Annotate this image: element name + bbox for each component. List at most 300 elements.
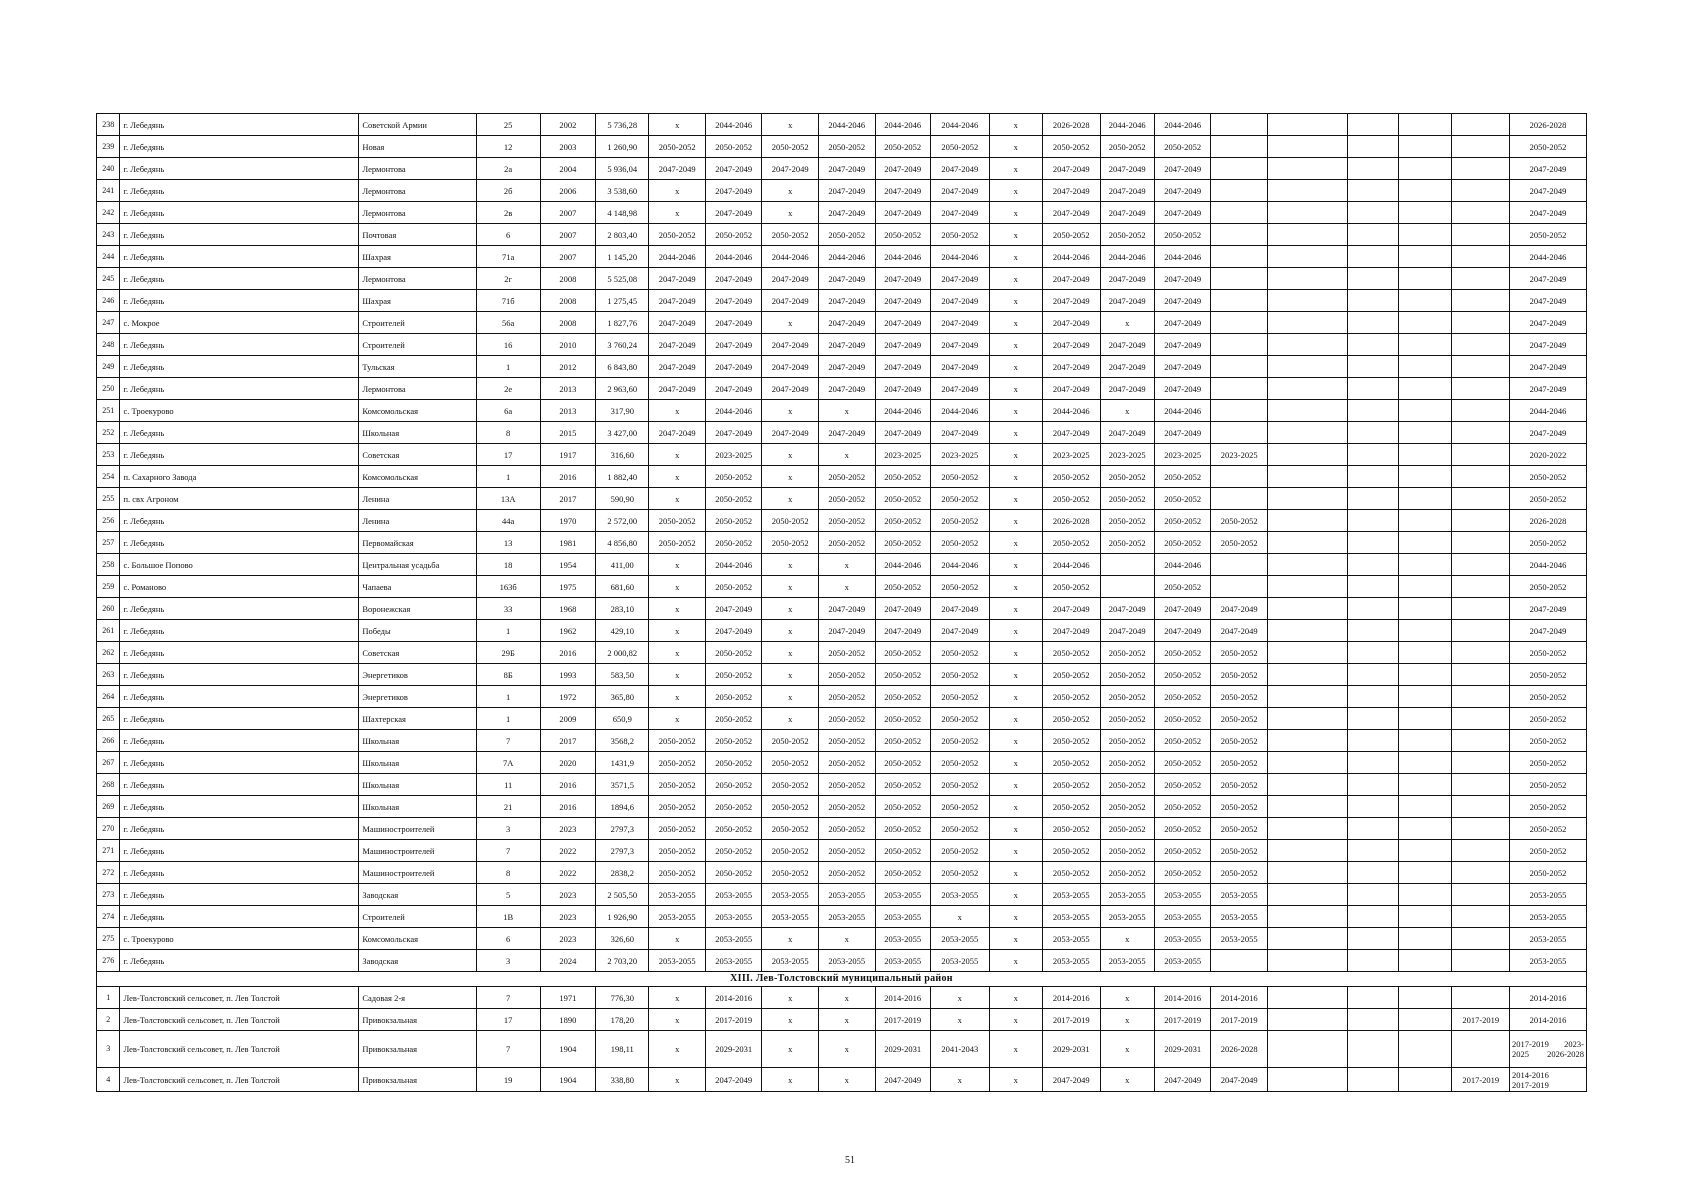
- total-period-cell: 2014-2016: [1510, 987, 1587, 1009]
- period-cell: [1399, 1009, 1452, 1031]
- period-cell: [1347, 620, 1398, 642]
- period-cell: 2014-2016: [1042, 987, 1100, 1009]
- row-number: 266: [97, 730, 120, 752]
- total-period-cell: 2050-2052: [1510, 752, 1587, 774]
- build-year-cell: 1917: [540, 444, 595, 466]
- build-year-cell: 2013: [540, 400, 595, 422]
- row-number: 267: [97, 752, 120, 774]
- period-cell: x: [989, 510, 1042, 532]
- period-cell: [1399, 554, 1452, 576]
- period-cell: [1267, 510, 1347, 532]
- period-cell: x: [762, 1068, 819, 1092]
- area-cell: 326,60: [596, 928, 649, 950]
- period-cell: 2017-2019: [1154, 1009, 1211, 1031]
- period-cell: 2050-2052: [705, 136, 762, 158]
- build-year-cell: 2017: [540, 488, 595, 510]
- period-cell: x: [989, 312, 1042, 334]
- street-cell: Школьная: [359, 730, 476, 752]
- total-period-cell: 2050-2052: [1510, 466, 1587, 488]
- street-cell: Лермонтова: [359, 180, 476, 202]
- period-cell: x: [649, 1009, 706, 1031]
- period-cell: [1399, 268, 1452, 290]
- area-cell: 365,80: [596, 686, 649, 708]
- period-cell: [1347, 818, 1398, 840]
- build-year-cell: 1972: [540, 686, 595, 708]
- total-period-cell: 2047-2049: [1510, 312, 1587, 334]
- period-cell: [1452, 202, 1510, 224]
- table-row: [97, 796, 1587, 818]
- period-cell: x: [989, 906, 1042, 928]
- period-cell: [1267, 1031, 1347, 1068]
- locality-cell: г. Лебедянь: [120, 290, 359, 312]
- street-cell: Лермонтова: [359, 378, 476, 400]
- period-cell: 2050-2052: [1154, 840, 1211, 862]
- period-cell: 2047-2049: [1154, 334, 1211, 356]
- build-year-cell: 2013: [540, 378, 595, 400]
- period-cell: 2047-2049: [705, 356, 762, 378]
- period-cell: 2044-2046: [1100, 246, 1154, 268]
- period-cell: 2017-2019: [875, 1009, 930, 1031]
- row-number: 261: [97, 620, 120, 642]
- period-cell: [1100, 576, 1154, 598]
- period-cell: 2050-2052: [1211, 796, 1268, 818]
- period-cell: x: [989, 620, 1042, 642]
- period-cell: 2053-2055: [1042, 928, 1100, 950]
- period-cell: 2050-2052: [818, 664, 875, 686]
- period-cell: [1452, 224, 1510, 246]
- locality-cell: г. Лебедянь: [120, 774, 359, 796]
- period-cell: [1347, 400, 1398, 422]
- period-cell: [1267, 840, 1347, 862]
- total-period-cell: [1510, 1068, 1587, 1092]
- period-cell: [1267, 114, 1347, 136]
- period-cell: [1267, 136, 1347, 158]
- area-cell: 2 572,00: [596, 510, 649, 532]
- period-cell: 2053-2055: [762, 906, 819, 928]
- period-cell: 2050-2052: [1100, 642, 1154, 664]
- period-cell: 2047-2049: [875, 268, 930, 290]
- period-cell: x: [762, 708, 819, 730]
- area-cell: 178,20: [596, 1009, 649, 1031]
- period-cell: [1452, 576, 1510, 598]
- period-cell: 2014-2016: [705, 987, 762, 1009]
- house-number-cell: 17: [476, 444, 540, 466]
- house-number-cell: 7: [476, 987, 540, 1009]
- period-cell: [1347, 686, 1398, 708]
- period-cell: [1399, 796, 1452, 818]
- period-cell: 2017-2019: [1452, 1068, 1510, 1092]
- period-cell: 2014-2016: [1154, 987, 1211, 1009]
- house-number-cell: 25: [476, 114, 540, 136]
- locality-cell: Лев-Толстовский сельсовет, п. Лев Толстой: [120, 987, 359, 1009]
- period-cell: 2047-2049: [1154, 356, 1211, 378]
- period-cell: 2050-2052: [930, 488, 989, 510]
- period-cell: 2050-2052: [1211, 774, 1268, 796]
- period-cell: [1267, 268, 1347, 290]
- area-cell: 2 703,20: [596, 950, 649, 972]
- locality-cell: г. Лебедянь: [120, 158, 359, 180]
- period-cell: 2044-2046: [818, 246, 875, 268]
- period-cell: [1267, 620, 1347, 642]
- period-cell: 2050-2052: [1211, 510, 1268, 532]
- period-cell: x: [762, 576, 819, 598]
- period-cell: 2047-2049: [1042, 1068, 1100, 1092]
- period-cell: x: [1100, 928, 1154, 950]
- period-cell: x: [989, 642, 1042, 664]
- period-cell: 2050-2052: [705, 730, 762, 752]
- period-cell: 2050-2052: [705, 708, 762, 730]
- period-cell: x: [989, 400, 1042, 422]
- table-row: [97, 378, 1587, 400]
- house-number-cell: 8: [476, 422, 540, 444]
- period-cell: 2050-2052: [818, 466, 875, 488]
- period-cell: [1452, 818, 1510, 840]
- period-cell: 2047-2049: [875, 356, 930, 378]
- period-cell: 2053-2055: [705, 906, 762, 928]
- period-cell: 2047-2049: [705, 422, 762, 444]
- build-year-cell: 1981: [540, 532, 595, 554]
- period-cell: [1347, 180, 1398, 202]
- period-cell: x: [989, 466, 1042, 488]
- row-number: 262: [97, 642, 120, 664]
- period-cell: 2044-2046: [1154, 114, 1211, 136]
- area-cell: 1431,9: [596, 752, 649, 774]
- house-number-cell: 71а: [476, 246, 540, 268]
- period-cell: [1399, 774, 1452, 796]
- period-cell: 2050-2052: [930, 136, 989, 158]
- period-cell: 2050-2052: [1154, 576, 1211, 598]
- period-cell: [1267, 642, 1347, 664]
- period-cell: 2053-2055: [818, 884, 875, 906]
- locality-cell: г. Лебедянь: [120, 620, 359, 642]
- period-cell: 2050-2052: [1042, 488, 1100, 510]
- period-cell: [1267, 664, 1347, 686]
- period-cell: x: [930, 906, 989, 928]
- area-cell: 283,10: [596, 598, 649, 620]
- build-year-cell: 2004: [540, 158, 595, 180]
- period-cell: 2050-2052: [1042, 532, 1100, 554]
- period-cell: 2050-2052: [649, 224, 706, 246]
- period-cell: 2050-2052: [1042, 796, 1100, 818]
- build-year-cell: 2009: [540, 708, 595, 730]
- row-number: 265: [97, 708, 120, 730]
- period-cell: [1347, 114, 1398, 136]
- row-number: 258: [97, 554, 120, 576]
- period-cell: x: [989, 950, 1042, 972]
- period-cell: x: [989, 378, 1042, 400]
- total-period-cell: 2050-2052: [1510, 642, 1587, 664]
- period-cell: 2050-2052: [1042, 224, 1100, 246]
- period-cell: 2047-2049: [930, 202, 989, 224]
- area-cell: 4 148,98: [596, 202, 649, 224]
- period-cell: [1347, 532, 1398, 554]
- total-period-cell: 2026-2028: [1510, 510, 1587, 532]
- row-number: 252: [97, 422, 120, 444]
- table-row: [97, 268, 1587, 290]
- period-cell: 2047-2049: [930, 180, 989, 202]
- period-cell: [1267, 906, 1347, 928]
- build-year-cell: 2023: [540, 906, 595, 928]
- row-number: 243: [97, 224, 120, 246]
- period-cell: 2047-2049: [649, 334, 706, 356]
- area-cell: 338,80: [596, 1068, 649, 1092]
- period-cell: [1347, 466, 1398, 488]
- period-cell: 2047-2049: [818, 290, 875, 312]
- locality-cell: г. Лебедянь: [120, 532, 359, 554]
- period-cell: [1399, 510, 1452, 532]
- period-cell: [1452, 180, 1510, 202]
- period-cell: 2050-2052: [818, 752, 875, 774]
- row-number: 269: [97, 796, 120, 818]
- area-cell: 316,60: [596, 444, 649, 466]
- total-period-cell: 2047-2049: [1510, 356, 1587, 378]
- period-cell: 2050-2052: [1154, 510, 1211, 532]
- total-period-cell: 2047-2049: [1510, 334, 1587, 356]
- period-cell: [1347, 906, 1398, 928]
- period-cell: 2047-2049: [1154, 268, 1211, 290]
- period-cell: [1267, 356, 1347, 378]
- total-period-cell: 2050-2052: [1510, 686, 1587, 708]
- period-cell: [1452, 444, 1510, 466]
- total-period-cell: 2050-2052: [1510, 224, 1587, 246]
- period-cell: 2047-2049: [875, 180, 930, 202]
- period-cell: 2053-2055: [875, 884, 930, 906]
- period-cell: 2047-2049: [875, 422, 930, 444]
- build-year-cell: 2016: [540, 774, 595, 796]
- period-cell: 2047-2049: [1042, 334, 1100, 356]
- locality-cell: г. Лебедянь: [120, 642, 359, 664]
- build-year-cell: 1890: [540, 1009, 595, 1031]
- street-cell: Машиностроителей: [359, 862, 476, 884]
- period-cell: 2050-2052: [930, 532, 989, 554]
- period-cell: x: [1100, 1068, 1154, 1092]
- period-cell: x: [989, 158, 1042, 180]
- period-cell: 2050-2052: [930, 796, 989, 818]
- period-cell: [1399, 928, 1452, 950]
- period-cell: [1399, 598, 1452, 620]
- period-cell: 2053-2055: [762, 884, 819, 906]
- period-cell: 2050-2052: [762, 752, 819, 774]
- period-cell: [1399, 224, 1452, 246]
- row-number: 2: [97, 1009, 120, 1031]
- period-cell: 2047-2049: [930, 158, 989, 180]
- period-cell: 2047-2049: [1042, 180, 1100, 202]
- period-cell: 2050-2052: [818, 510, 875, 532]
- period-cell: 2053-2055: [930, 950, 989, 972]
- period-cell: x: [649, 400, 706, 422]
- total-period-cell: 2047-2049: [1510, 268, 1587, 290]
- period-cell: 2050-2052: [1042, 686, 1100, 708]
- street-cell: Победы: [359, 620, 476, 642]
- street-cell: Лермонтова: [359, 202, 476, 224]
- table-row: [97, 884, 1587, 906]
- house-number-cell: 56а: [476, 312, 540, 334]
- period-cell: x: [762, 180, 819, 202]
- period-cell: x: [989, 1009, 1042, 1031]
- period-cell: [1399, 422, 1452, 444]
- period-cell: 2026-2028: [1211, 1031, 1268, 1068]
- table-row: [97, 1031, 1587, 1068]
- period-cell: x: [818, 1031, 875, 1068]
- period-cell: 2047-2049: [1100, 202, 1154, 224]
- table-row: [97, 906, 1587, 928]
- house-number-cell: 12: [476, 136, 540, 158]
- table-row: [97, 334, 1587, 356]
- period-cell: 2047-2049: [649, 422, 706, 444]
- period-cell: [1452, 752, 1510, 774]
- period-cell: [1347, 554, 1398, 576]
- period-cell: 2053-2055: [818, 950, 875, 972]
- period-cell: 2050-2052: [705, 840, 762, 862]
- period-cell: 2050-2052: [875, 466, 930, 488]
- period-cell: 2047-2049: [649, 356, 706, 378]
- total-period-line: 2025 2026-2028: [1512, 1049, 1584, 1059]
- house-number-cell: 6а: [476, 400, 540, 422]
- table-row: [97, 114, 1587, 136]
- period-cell: 2047-2049: [1042, 290, 1100, 312]
- row-number: 246: [97, 290, 120, 312]
- period-cell: [1347, 840, 1398, 862]
- table-row: [97, 598, 1587, 620]
- row-number: 255: [97, 488, 120, 510]
- period-cell: 2047-2049: [875, 378, 930, 400]
- period-cell: 2050-2052: [930, 642, 989, 664]
- period-cell: 2050-2052: [1211, 730, 1268, 752]
- house-number-cell: 19: [476, 1068, 540, 1092]
- period-cell: x: [930, 1068, 989, 1092]
- house-number-cell: 6: [476, 928, 540, 950]
- period-cell: 2050-2052: [875, 818, 930, 840]
- period-cell: [1267, 1068, 1347, 1092]
- period-cell: 2047-2049: [818, 378, 875, 400]
- period-cell: 2050-2052: [1154, 862, 1211, 884]
- period-cell: [1267, 796, 1347, 818]
- period-cell: 2050-2052: [762, 774, 819, 796]
- period-cell: 2050-2052: [1211, 818, 1268, 840]
- row-number: 275: [97, 928, 120, 950]
- locality-cell: г. Лебедянь: [120, 114, 359, 136]
- period-cell: [1347, 312, 1398, 334]
- street-cell: Тульская: [359, 356, 476, 378]
- period-cell: 2050-2052: [1211, 532, 1268, 554]
- period-cell: [1452, 136, 1510, 158]
- period-cell: 2050-2052: [762, 224, 819, 246]
- period-cell: 2050-2052: [930, 686, 989, 708]
- area-cell: 2 505,50: [596, 884, 649, 906]
- period-cell: 2050-2052: [705, 686, 762, 708]
- house-number-cell: 8: [476, 862, 540, 884]
- period-cell: 2053-2055: [930, 928, 989, 950]
- period-cell: [1347, 246, 1398, 268]
- period-cell: [1347, 987, 1398, 1009]
- period-cell: 2026-2028: [1042, 114, 1100, 136]
- row-number: 253: [97, 444, 120, 466]
- period-cell: 2050-2052: [1211, 642, 1268, 664]
- period-cell: x: [989, 224, 1042, 246]
- period-cell: [1100, 554, 1154, 576]
- period-cell: 2050-2052: [930, 224, 989, 246]
- period-cell: 2047-2049: [1100, 356, 1154, 378]
- period-cell: [1399, 136, 1452, 158]
- row-number: 238: [97, 114, 120, 136]
- period-cell: x: [989, 730, 1042, 752]
- period-cell: [1267, 378, 1347, 400]
- period-cell: [1452, 598, 1510, 620]
- period-cell: 2047-2049: [875, 312, 930, 334]
- period-cell: 2053-2055: [875, 906, 930, 928]
- period-cell: x: [762, 444, 819, 466]
- area-cell: 5 525,08: [596, 268, 649, 290]
- period-cell: 2050-2052: [818, 774, 875, 796]
- period-cell: x: [649, 1068, 706, 1092]
- period-cell: 2047-2049: [1042, 158, 1100, 180]
- period-cell: 2050-2052: [875, 796, 930, 818]
- period-cell: x: [989, 818, 1042, 840]
- locality-cell: г. Лебедянь: [120, 510, 359, 532]
- period-cell: 2050-2052: [649, 136, 706, 158]
- period-cell: 2050-2052: [818, 686, 875, 708]
- house-number-cell: 13А: [476, 488, 540, 510]
- period-cell: [1211, 180, 1268, 202]
- period-cell: x: [762, 686, 819, 708]
- table-row: [97, 642, 1587, 664]
- street-cell: Привокзальная: [359, 1031, 476, 1068]
- period-cell: 2047-2049: [649, 378, 706, 400]
- total-period-cell: 2050-2052: [1510, 136, 1587, 158]
- period-cell: 2047-2049: [649, 268, 706, 290]
- build-year-cell: 2007: [540, 202, 595, 224]
- period-cell: 2050-2052: [705, 752, 762, 774]
- period-cell: 2050-2052: [1100, 708, 1154, 730]
- period-cell: 2050-2052: [1100, 510, 1154, 532]
- period-cell: 2047-2049: [649, 290, 706, 312]
- period-cell: 2044-2046: [875, 554, 930, 576]
- period-cell: [1347, 950, 1398, 972]
- street-cell: Советская: [359, 642, 476, 664]
- period-cell: 2050-2052: [930, 708, 989, 730]
- table-row: [97, 862, 1587, 884]
- total-period-cell: 2050-2052: [1510, 730, 1587, 752]
- period-cell: [1347, 752, 1398, 774]
- period-cell: 2017-2019: [705, 1009, 762, 1031]
- period-cell: 2050-2052: [1042, 774, 1100, 796]
- total-period-cell: 2047-2049: [1510, 378, 1587, 400]
- total-period-cell: 2047-2049: [1510, 290, 1587, 312]
- period-cell: [1211, 400, 1268, 422]
- period-cell: x: [989, 987, 1042, 1009]
- period-cell: [1347, 1009, 1398, 1031]
- period-cell: 2050-2052: [1154, 532, 1211, 554]
- table-row: [97, 620, 1587, 642]
- house-number-cell: 2в: [476, 202, 540, 224]
- area-cell: 3 427,00: [596, 422, 649, 444]
- period-cell: 2050-2052: [930, 752, 989, 774]
- total-period-cell: 2050-2052: [1510, 532, 1587, 554]
- period-cell: x: [762, 400, 819, 422]
- period-cell: 2050-2052: [1100, 488, 1154, 510]
- total-period-cell: 2053-2055: [1510, 950, 1587, 972]
- period-cell: 2050-2052: [762, 532, 819, 554]
- total-period-cell: 2047-2049: [1510, 620, 1587, 642]
- period-cell: 2050-2052: [930, 664, 989, 686]
- period-cell: 2050-2052: [705, 796, 762, 818]
- period-cell: x: [762, 554, 819, 576]
- period-cell: [1267, 290, 1347, 312]
- period-cell: [1452, 987, 1510, 1009]
- period-cell: x: [989, 884, 1042, 906]
- period-cell: 2023-2025: [1100, 444, 1154, 466]
- period-cell: [1399, 312, 1452, 334]
